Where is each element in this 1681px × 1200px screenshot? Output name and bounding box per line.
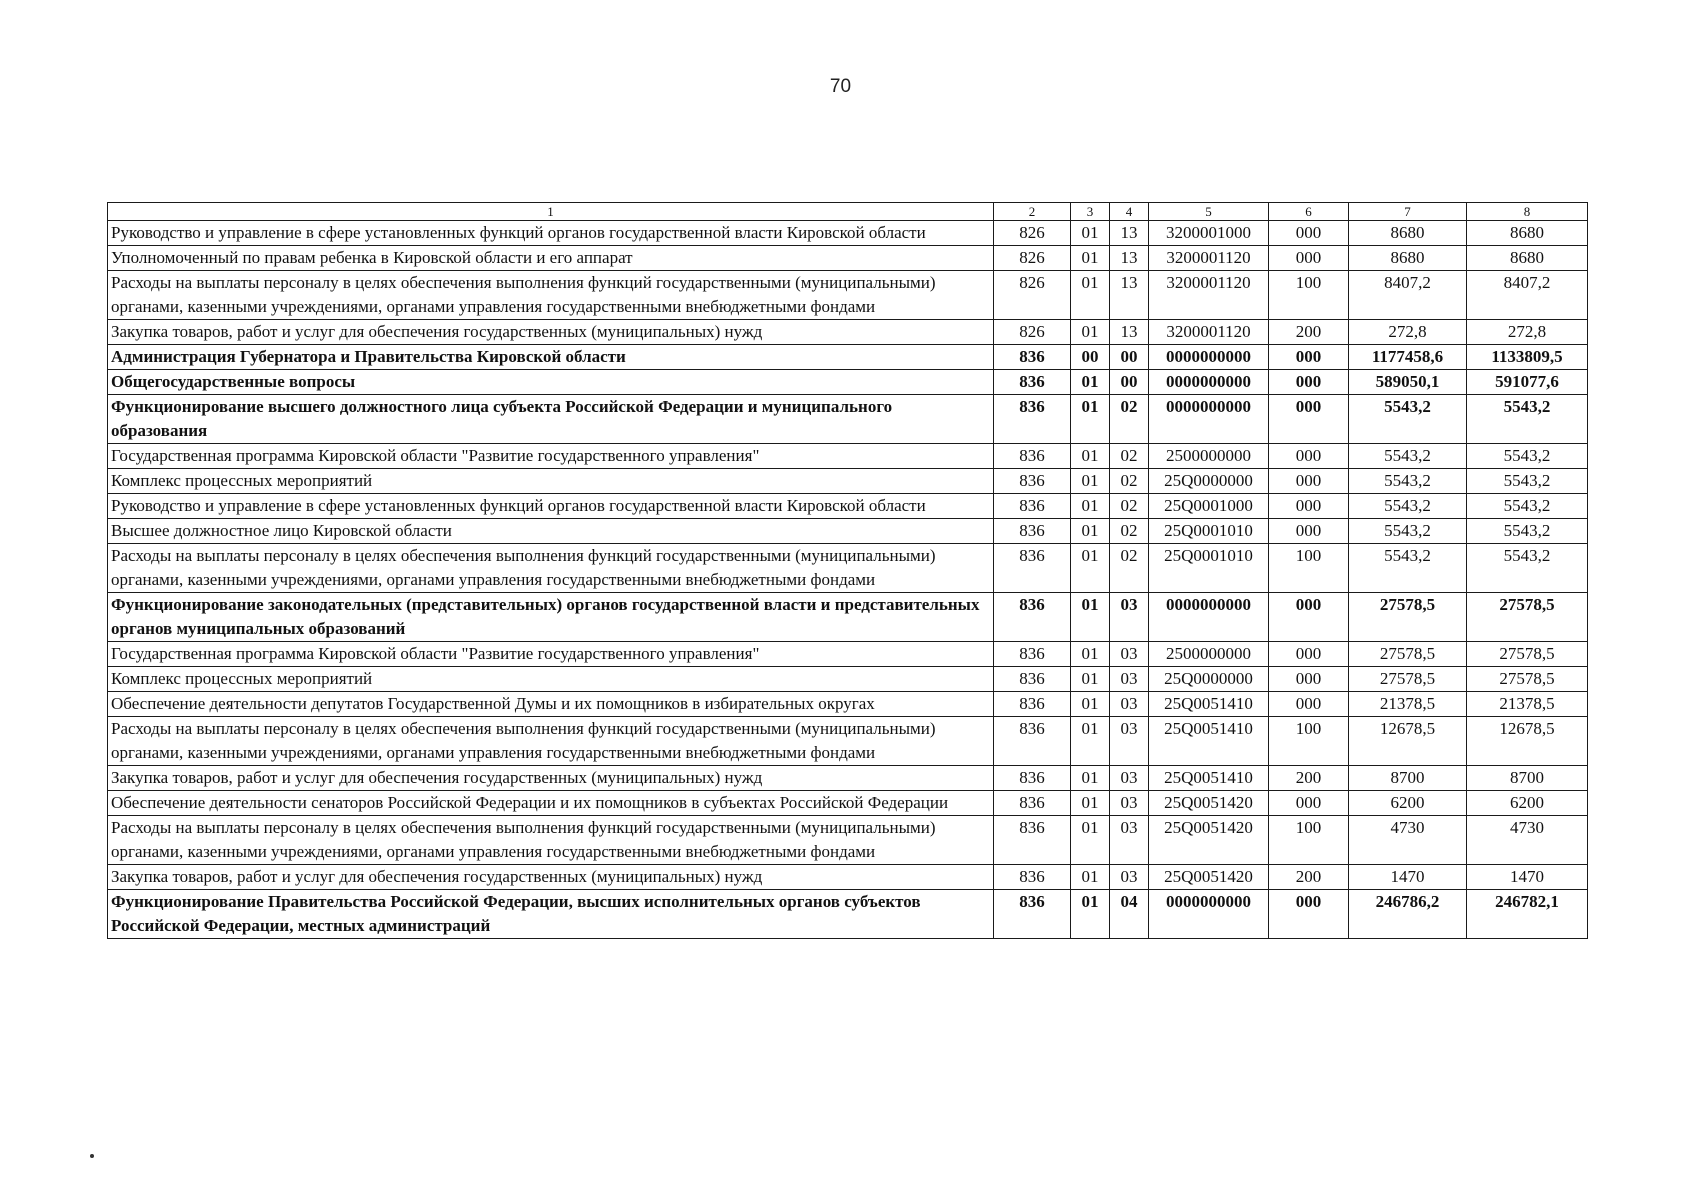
item-name-cell: Функционирование высшего должностного лица субъекта Российской Федерации и муниципального образования: [108, 395, 994, 444]
subsection-cell: 02: [1110, 519, 1149, 544]
subsection-cell: 03: [1110, 593, 1149, 642]
section-cell: 01: [1071, 444, 1110, 469]
item-name-cell: Закупка товаров, работ и услуг для обеспечения государственных (муниципальных) нужд: [108, 766, 994, 791]
table-row: [108, 544, 1588, 593]
amount-year2-cell: 27578,5: [1467, 642, 1588, 667]
ministry-code-cell: 836: [994, 345, 1071, 370]
amount-year1-cell: 5543,2: [1349, 395, 1467, 444]
amount-year2-cell: 8700: [1467, 766, 1588, 791]
section-cell: 01: [1071, 642, 1110, 667]
item-name-cell: Высшее должностное лицо Кировской области: [108, 519, 994, 544]
item-name-cell: Комплекс процессных мероприятий: [108, 469, 994, 494]
subsection-cell: 03: [1110, 642, 1149, 667]
amount-year1-cell: 5543,2: [1349, 494, 1467, 519]
amount-year2-cell: 6200: [1467, 791, 1588, 816]
amount-year2-cell: 12678,5: [1467, 717, 1588, 766]
header-cell: 6: [1269, 203, 1349, 221]
target-article-cell: 0000000000: [1149, 370, 1269, 395]
amount-year1-cell: 8700: [1349, 766, 1467, 791]
item-name-cell: Закупка товаров, работ и услуг для обеспечения государственных (муниципальных) нужд: [108, 865, 994, 890]
expense-type-cell: 000: [1269, 221, 1349, 246]
expense-type-cell: 000: [1269, 395, 1349, 444]
page-number: 70: [829, 76, 852, 97]
amount-year2-cell: 246782,1: [1467, 890, 1588, 939]
expense-type-cell: 200: [1269, 865, 1349, 890]
table-row: [108, 444, 1588, 469]
amount-year2-cell: 591077,6: [1467, 370, 1588, 395]
ministry-code-cell: 826: [994, 246, 1071, 271]
section-cell: 01: [1071, 890, 1110, 939]
item-name-cell: Государственная программа Кировской области "Развитие государственного управления": [108, 444, 994, 469]
table-row: [108, 667, 1588, 692]
table-row: [108, 320, 1588, 345]
amount-year1-cell: 4730: [1349, 816, 1467, 865]
amount-year1-cell: 8407,2: [1349, 271, 1467, 320]
amount-year1-cell: 12678,5: [1349, 717, 1467, 766]
section-cell: 01: [1071, 766, 1110, 791]
subsection-cell: 03: [1110, 667, 1149, 692]
table-row: [108, 791, 1588, 816]
target-article-cell: 25Q0051410: [1149, 692, 1269, 717]
header-cell: 7: [1349, 203, 1467, 221]
target-article-cell: 3200001120: [1149, 320, 1269, 345]
table-row: [108, 593, 1588, 642]
expense-type-cell: 000: [1269, 444, 1349, 469]
subsection-cell: 13: [1110, 221, 1149, 246]
ministry-code-cell: 836: [994, 519, 1071, 544]
amount-year2-cell: 27578,5: [1467, 593, 1588, 642]
target-article-cell: 25Q0051420: [1149, 865, 1269, 890]
target-article-cell: 2500000000: [1149, 642, 1269, 667]
header-cell: 4: [1110, 203, 1149, 221]
target-article-cell: 25Q0001000: [1149, 494, 1269, 519]
ministry-code-cell: 836: [994, 692, 1071, 717]
table-row: [108, 395, 1588, 444]
section-cell: 01: [1071, 667, 1110, 692]
amount-year2-cell: 5543,2: [1467, 444, 1588, 469]
section-cell: 01: [1071, 221, 1110, 246]
expense-type-cell: 000: [1269, 469, 1349, 494]
table-row: [108, 766, 1588, 791]
section-cell: 01: [1071, 692, 1110, 717]
target-article-cell: 25Q0051420: [1149, 791, 1269, 816]
table-row: [108, 271, 1588, 320]
amount-year1-cell: 27578,5: [1349, 667, 1467, 692]
header-cell: 5: [1149, 203, 1269, 221]
item-name-cell: Расходы на выплаты персоналу в целях обеспечения выполнения функций государственными (муниципальными) органами, казенными учреждениями, органами управления государственными внебюджетными фондами: [108, 271, 994, 320]
subsection-cell: 02: [1110, 544, 1149, 593]
expense-type-cell: 000: [1269, 246, 1349, 271]
amount-year1-cell: 1177458,6: [1349, 345, 1467, 370]
target-article-cell: 25Q0051410: [1149, 717, 1269, 766]
target-article-cell: 2500000000: [1149, 444, 1269, 469]
item-name-cell: Комплекс процессных мероприятий: [108, 667, 994, 692]
ministry-code-cell: 836: [994, 395, 1071, 444]
subsection-cell: 02: [1110, 469, 1149, 494]
target-article-cell: 25Q0000000: [1149, 469, 1269, 494]
ministry-code-cell: 836: [994, 865, 1071, 890]
item-name-cell: Функционирование законодательных (представительных) органов государственной власти и представительных органов муниципальных образований: [108, 593, 994, 642]
amount-year2-cell: 5543,2: [1467, 395, 1588, 444]
amount-year1-cell: 8680: [1349, 246, 1467, 271]
item-name-cell: Расходы на выплаты персоналу в целях обеспечения выполнения функций государственными (муниципальными) органами, казенными учреждениями, органами управления государственными внебюджетными фондами: [108, 544, 994, 593]
target-article-cell: 25Q0000000: [1149, 667, 1269, 692]
amount-year2-cell: 4730: [1467, 816, 1588, 865]
subsection-cell: 03: [1110, 692, 1149, 717]
target-article-cell: 25Q0051420: [1149, 816, 1269, 865]
target-article-cell: 0000000000: [1149, 395, 1269, 444]
amount-year2-cell: 5543,2: [1467, 544, 1588, 593]
header-cell: 8: [1467, 203, 1588, 221]
ministry-code-cell: 836: [994, 667, 1071, 692]
section-cell: 01: [1071, 370, 1110, 395]
section-cell: 01: [1071, 865, 1110, 890]
section-cell: 01: [1071, 494, 1110, 519]
expense-type-cell: 000: [1269, 519, 1349, 544]
section-cell: 01: [1071, 271, 1110, 320]
expense-type-cell: 000: [1269, 345, 1349, 370]
table-row: [108, 642, 1588, 667]
amount-year1-cell: 27578,5: [1349, 642, 1467, 667]
amount-year2-cell: 1133809,5: [1467, 345, 1588, 370]
ministry-code-cell: 836: [994, 370, 1071, 395]
expense-type-cell: 100: [1269, 816, 1349, 865]
table-row: [108, 519, 1588, 544]
expense-type-cell: 000: [1269, 593, 1349, 642]
table-row: [108, 890, 1588, 939]
section-cell: 01: [1071, 593, 1110, 642]
table-row: [108, 469, 1588, 494]
expense-type-cell: 000: [1269, 370, 1349, 395]
ministry-code-cell: 836: [994, 469, 1071, 494]
expense-type-cell: 200: [1269, 320, 1349, 345]
amount-year1-cell: 5543,2: [1349, 519, 1467, 544]
amount-year2-cell: 8680: [1467, 221, 1588, 246]
subsection-cell: 04: [1110, 890, 1149, 939]
ministry-code-cell: 826: [994, 320, 1071, 345]
target-article-cell: 0000000000: [1149, 345, 1269, 370]
amount-year1-cell: 21378,5: [1349, 692, 1467, 717]
section-cell: 01: [1071, 816, 1110, 865]
amount-year1-cell: 5543,2: [1349, 444, 1467, 469]
subsection-cell: 13: [1110, 271, 1149, 320]
table-row: [108, 692, 1588, 717]
amount-year1-cell: 5543,2: [1349, 544, 1467, 593]
target-article-cell: 0000000000: [1149, 593, 1269, 642]
section-cell: 01: [1071, 469, 1110, 494]
amount-year1-cell: 272,8: [1349, 320, 1467, 345]
item-name-cell: Уполномоченный по правам ребенка в Кировской области и его аппарат: [108, 246, 994, 271]
header-cell: 2: [994, 203, 1071, 221]
table-row: [108, 221, 1588, 246]
item-name-cell: Расходы на выплаты персоналу в целях обеспечения выполнения функций государственными (муниципальными) органами, казенными учреждениями, органами управления государственными внебюджетными фондами: [108, 717, 994, 766]
scan-speck: [90, 1154, 94, 1158]
header-cell: 3: [1071, 203, 1110, 221]
amount-year1-cell: 8680: [1349, 221, 1467, 246]
expense-type-cell: 100: [1269, 271, 1349, 320]
expense-type-cell: 000: [1269, 890, 1349, 939]
subsection-cell: 03: [1110, 865, 1149, 890]
amount-year1-cell: 246786,2: [1349, 890, 1467, 939]
section-cell: 01: [1071, 519, 1110, 544]
subsection-cell: 03: [1110, 816, 1149, 865]
table-row: [108, 494, 1588, 519]
table-row: [108, 345, 1588, 370]
subsection-cell: 02: [1110, 395, 1149, 444]
amount-year2-cell: 5543,2: [1467, 494, 1588, 519]
target-article-cell: 3200001120: [1149, 271, 1269, 320]
amount-year1-cell: 6200: [1349, 791, 1467, 816]
expense-type-cell: 100: [1269, 544, 1349, 593]
table-row: [108, 246, 1588, 271]
target-article-cell: 3200001000: [1149, 221, 1269, 246]
section-cell: 01: [1071, 320, 1110, 345]
column-number-header: [108, 203, 1588, 221]
amount-year1-cell: 1470: [1349, 865, 1467, 890]
target-article-cell: 25Q0001010: [1149, 519, 1269, 544]
section-cell: 01: [1071, 717, 1110, 766]
target-article-cell: 25Q0001010: [1149, 544, 1269, 593]
subsection-cell: 02: [1110, 494, 1149, 519]
subsection-cell: 13: [1110, 246, 1149, 271]
amount-year2-cell: 5543,2: [1467, 519, 1588, 544]
item-name-cell: Руководство и управление в сфере установленных функций органов государственной власти Кировской области: [108, 221, 994, 246]
target-article-cell: 3200001120: [1149, 246, 1269, 271]
table-row: [108, 816, 1588, 865]
expense-type-cell: 000: [1269, 791, 1349, 816]
table-row: [108, 865, 1588, 890]
target-article-cell: 25Q0051410: [1149, 766, 1269, 791]
subsection-cell: 00: [1110, 345, 1149, 370]
item-name-cell: Обеспечение деятельности депутатов Государственной Думы и их помощников в избирательных округах: [108, 692, 994, 717]
ministry-code-cell: 836: [994, 494, 1071, 519]
ministry-code-cell: 826: [994, 221, 1071, 246]
subsection-cell: 02: [1110, 444, 1149, 469]
amount-year2-cell: 8680: [1467, 246, 1588, 271]
section-cell: 01: [1071, 395, 1110, 444]
ministry-code-cell: 826: [994, 271, 1071, 320]
amount-year2-cell: 8407,2: [1467, 271, 1588, 320]
item-name-cell: Государственная программа Кировской области "Развитие государственного управления": [108, 642, 994, 667]
header-cell: 1: [108, 203, 994, 221]
expense-type-cell: 200: [1269, 766, 1349, 791]
item-name-cell: Обеспечение деятельности сенаторов Российской Федерации и их помощников в субъектах Российской Федерации: [108, 791, 994, 816]
section-cell: 01: [1071, 544, 1110, 593]
subsection-cell: 03: [1110, 766, 1149, 791]
ministry-code-cell: 836: [994, 593, 1071, 642]
amount-year2-cell: 5543,2: [1467, 469, 1588, 494]
item-name-cell: Администрация Губернатора и Правительства Кировской области: [108, 345, 994, 370]
amount-year2-cell: 21378,5: [1467, 692, 1588, 717]
amount-year1-cell: 589050,1: [1349, 370, 1467, 395]
subsection-cell: 03: [1110, 717, 1149, 766]
ministry-code-cell: 836: [994, 544, 1071, 593]
amount-year2-cell: 1470: [1467, 865, 1588, 890]
expense-type-cell: 100: [1269, 717, 1349, 766]
ministry-code-cell: 836: [994, 444, 1071, 469]
section-cell: 00: [1071, 345, 1110, 370]
amount-year2-cell: 272,8: [1467, 320, 1588, 345]
section-cell: 01: [1071, 791, 1110, 816]
item-name-cell: Закупка товаров, работ и услуг для обеспечения государственных (муниципальных) нужд: [108, 320, 994, 345]
section-cell: 01: [1071, 246, 1110, 271]
ministry-code-cell: 836: [994, 642, 1071, 667]
amount-year1-cell: 5543,2: [1349, 469, 1467, 494]
table-row: [108, 370, 1588, 395]
item-name-cell: Руководство и управление в сфере установленных функций органов государственной власти Кировской области: [108, 494, 994, 519]
item-name-cell: Общегосударственные вопросы: [108, 370, 994, 395]
target-article-cell: 0000000000: [1149, 890, 1269, 939]
ministry-code-cell: 836: [994, 791, 1071, 816]
ministry-code-cell: 836: [994, 816, 1071, 865]
ministry-code-cell: 836: [994, 717, 1071, 766]
table-row: [108, 717, 1588, 766]
expense-type-cell: 000: [1269, 667, 1349, 692]
subsection-cell: 00: [1110, 370, 1149, 395]
amount-year1-cell: 27578,5: [1349, 593, 1467, 642]
expense-type-cell: 000: [1269, 692, 1349, 717]
subsection-cell: 03: [1110, 791, 1149, 816]
ministry-code-cell: 836: [994, 766, 1071, 791]
item-name-cell: Функционирование Правительства Российской Федерации, высших исполнительных органов субъектов Российской Федерации, местных администраций: [108, 890, 994, 939]
ministry-code-cell: 836: [994, 890, 1071, 939]
item-name-cell: Расходы на выплаты персоналу в целях обеспечения выполнения функций государственными (муниципальными) органами, казенными учреждениями, органами управления государственными внебюджетными фондами: [108, 816, 994, 865]
amount-year2-cell: 27578,5: [1467, 667, 1588, 692]
expense-type-cell: 000: [1269, 494, 1349, 519]
budget-table: [107, 202, 1588, 939]
expense-type-cell: 000: [1269, 642, 1349, 667]
subsection-cell: 13: [1110, 320, 1149, 345]
